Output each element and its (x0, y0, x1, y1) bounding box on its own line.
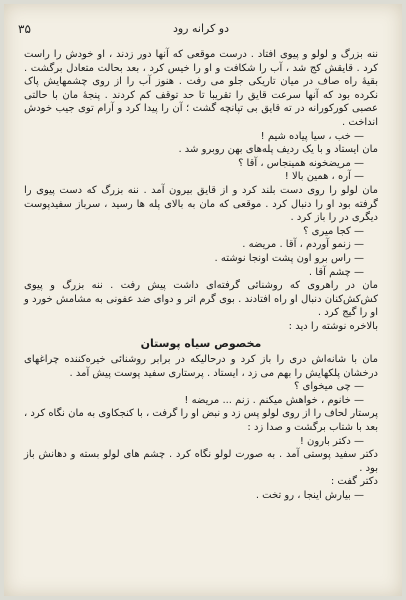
paragraph: ننه بزرگ و لولو و پیوی افتاد . درست موقعی که آنها دور زدند ، او خودش را راست کرد . قایقش کج شد ، آب را شکافت و او را خیس کرد ، بعد بحالت متعادل برگشت . بقیهٔ راه صاف در میان تاریکی جلو می رفت . هنوز آب را از روی چشمهایش پاک نکرده بود که آنها سرعت قایق را تقریبا تا حد توقف کم کردند . پنجهٔ مان با حالتی عصبی کورکورانه در ته قایق بی تپانچه گشت ؛ آن را پیدا کرد و آرام توی جیب خودش انداخت . (24, 49, 378, 128)
paragraph: مان ایستاد و با یک ردیف پله‌های بهن روبرو شد . (178, 144, 378, 156)
book-page (4, 4, 402, 596)
dialogue-line: — خانوم ، خواهش میکنم . زنم ... مریضه ! (184, 394, 364, 406)
dialogue-line: — کجا میری ؟ (303, 225, 364, 237)
paragraph: مان با شانه‌اش دری را باز کرد و درحالیکه در برابر روشنائی خیره‌کننده چراغهای درخشان پلکهایش را بهم می زد ، ایستاد . پرستاری سفید پوست پیش آمد . (24, 354, 378, 379)
paragraph: پرستار لحاف را از روی لولو پس زد و نبض او را گرفت ، با کنجکاوی به مان نگاه کرد ، بعد با شتاب برگشت و صدا زد : (24, 408, 378, 434)
dialogue-line: — دکتر بارون ! (299, 435, 364, 447)
dialogue-line: — چی میخوای ؟ (294, 381, 364, 393)
running-title: دو کرانه رود (172, 22, 230, 35)
paragraph: دکتر سفید پوستی آمد . به صورت لولو نگاه کرد . چشم های لولو بسته و دهانش باز بود . (24, 449, 378, 474)
page-number: ۳۵ (18, 22, 31, 36)
page-header (18, 22, 384, 44)
dialogue-line: — راس برو اون پشت اونجا نوشته . (214, 252, 364, 264)
paragraph: مان در راهروی که روشنائی گرفته‌ای داشت پیش رفت . ننه بزرگ و پیوی کش‌کش‌کنان دنبال او راه افتادند . بوی گرم اتر و دوای ضد عفونی به مشامش خورد و او را گیج کرد . (24, 280, 378, 319)
section-heading: مخصوص سیاه پوستان (140, 337, 262, 351)
paragraph: دکتر گفت : (330, 476, 378, 488)
paragraph: بالاخره نوشته را دید : (288, 320, 378, 332)
dialogue-line: — آره ، همین بالا ! (284, 171, 364, 183)
page-body (24, 48, 378, 588)
dialogue-line: — چشم آقا . (308, 266, 364, 278)
dialogue-line: — زنمو آوردم ، آقا . مریضه . (242, 239, 364, 251)
dialogue-line: — خب ، سیا پیاده شیم ! (260, 130, 364, 142)
paragraph: مان لولو را روی دست بلند کرد و از قایق بیرون آمد . ننه بزرگ که دست پیوی را گرفته بود او را دنبال کرد . موقعی که مان به بالای پله ها رسید ، سرباز سفیدپوست دیگری در را باز کرد . (24, 184, 378, 224)
dialogue-line: — مریضخونه همینجاس ، آقا ؟ (238, 157, 364, 169)
dialogue-line: — بیارش اینجا ، رو تخت . (255, 490, 364, 501)
